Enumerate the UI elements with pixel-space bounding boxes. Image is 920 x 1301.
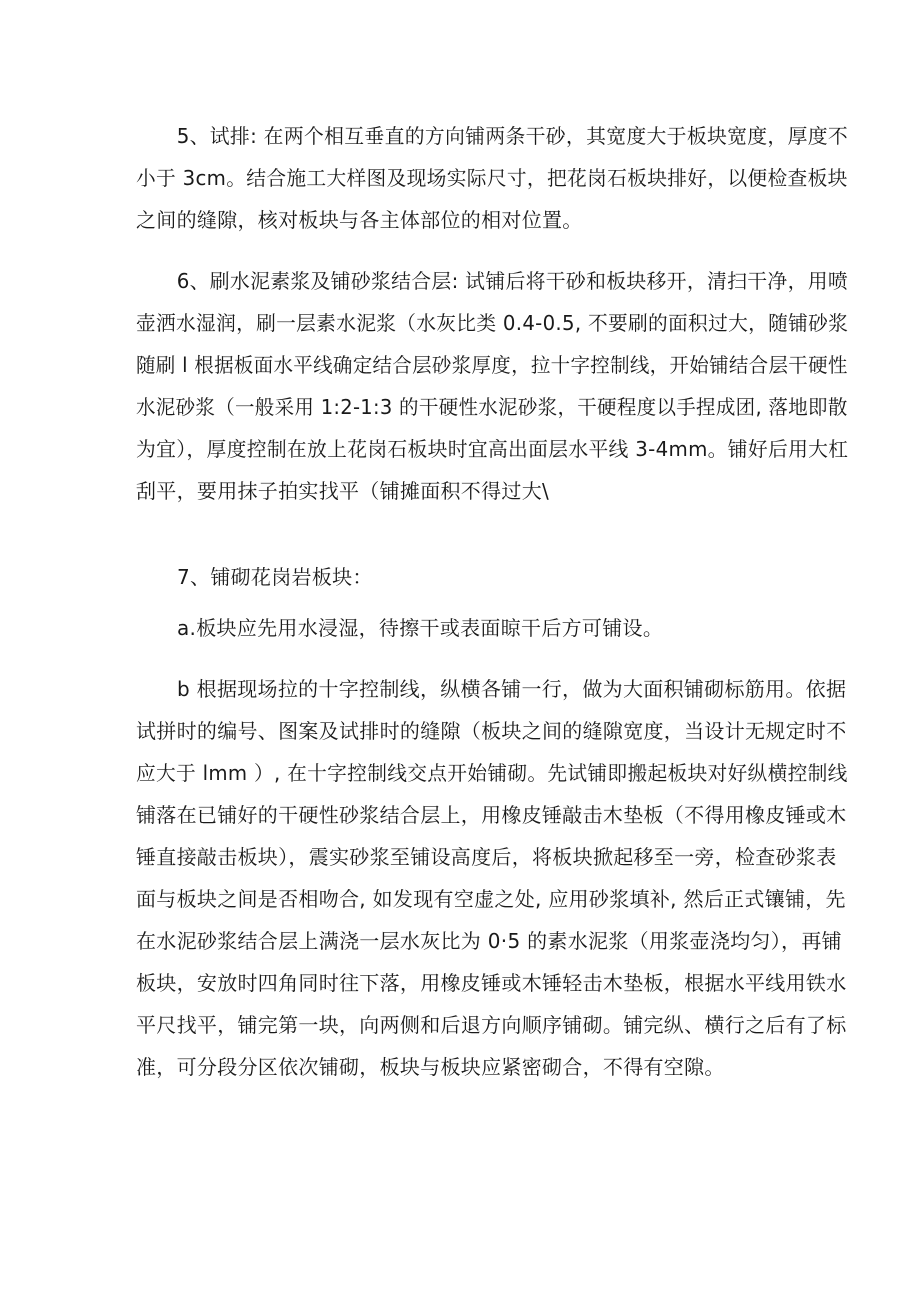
- text-line: 5、试排: 在两个相互垂直的方向铺两条干砂，其宽度大于板块宽度，厚度不: [176, 124, 849, 148]
- text-line: 准，可分段分区依次铺砌，板块与板块应紧密砌合，不得有空隙。: [136, 1055, 725, 1079]
- text-line: b 根据现场拉的十字控制线，纵横各铺一行，做为大面积铺砌标筋用。依据: [177, 677, 847, 701]
- text-line: 铺落在已铺好的干硬性砂浆结合层上，用橡皮锤敲击木垫板（不得用橡皮锤或木: [136, 803, 847, 827]
- text-line: 随刷 l 根据板面水平线确定结合层砂浆厚度，拉十字控制线，开始铺结合层干硬性: [136, 353, 848, 377]
- text-line: 板块，安放时四角同时往下落，用橡皮锤或木锤轻击木垫板，根据水平线用铁水: [136, 971, 847, 995]
- paragraph-b: [136, 668, 848, 1088]
- text-line: 小于 3cm。结合施工大样图及现场实际尺寸，把花岗石板块排好，以便检查板块: [136, 166, 848, 190]
- text-line: 壶洒水湿润，刷一层素水泥浆（水灰比类 0.4-0.5, 不要刷的面积过大，随铺砂浆: [136, 311, 849, 335]
- text-line: 之间的缝隙，核对板块与各主体部位的相对位置。: [136, 208, 583, 232]
- text-line: 应大于 lmm ）, 在十字控制线交点开始铺砌。先试铺即搬起板块对好纵横控制线: [136, 761, 848, 785]
- paragraph-a: a.板块应先用水浸湿，待擦干或表面晾干后方可铺设。: [177, 616, 664, 640]
- text-line: 锤直接敲击板块），震实砂浆至铺设高度后，将板块掀起移至一旁，检查砂浆表: [136, 845, 837, 869]
- paragraph-7-heading: 7、铺砌花岗岩板块：: [177, 565, 373, 589]
- text-line: 在水泥砂浆结合层上满浇一层水灰比为 0·5 的素水泥浆（用浆壶浇均匀），再铺: [136, 929, 842, 953]
- text-line: 试拼时的编号、图案及试排时的缝隙（板块之间的缝隙宽度，当设计无规定时不: [136, 719, 847, 743]
- text-line: 水泥砂浆（一般采用 1:2-1:3 的干硬性水泥砂浆，干硬程度以手捏成团, 落地即散: [136, 395, 848, 419]
- text-line: 面与板块之间是否相吻合, 如发现有空虚之处, 应用砂浆填补, 然后正式镶铺，先: [136, 887, 846, 911]
- paragraph-5-trial-layout: [136, 115, 848, 241]
- text-line: 6、刷水泥素浆及铺砂浆结合层: 试铺后将干砂和板块移开，清扫干净，用喷: [176, 269, 849, 293]
- text-line: 刮平，要用抹子拍实找平（铺摊面积不得过大\: [136, 479, 550, 503]
- text-line: 为宜），厚度控制在放上花岗石板块时宜高出面层水平线 3-4mm。铺好后用大杠: [136, 437, 849, 461]
- paragraph-6-mortar-bedding: [136, 260, 848, 512]
- text-line: 平尺找平，铺完第一块，向两侧和后退方向顺序铺砌。铺完纵、横行之后有了标: [136, 1013, 847, 1037]
